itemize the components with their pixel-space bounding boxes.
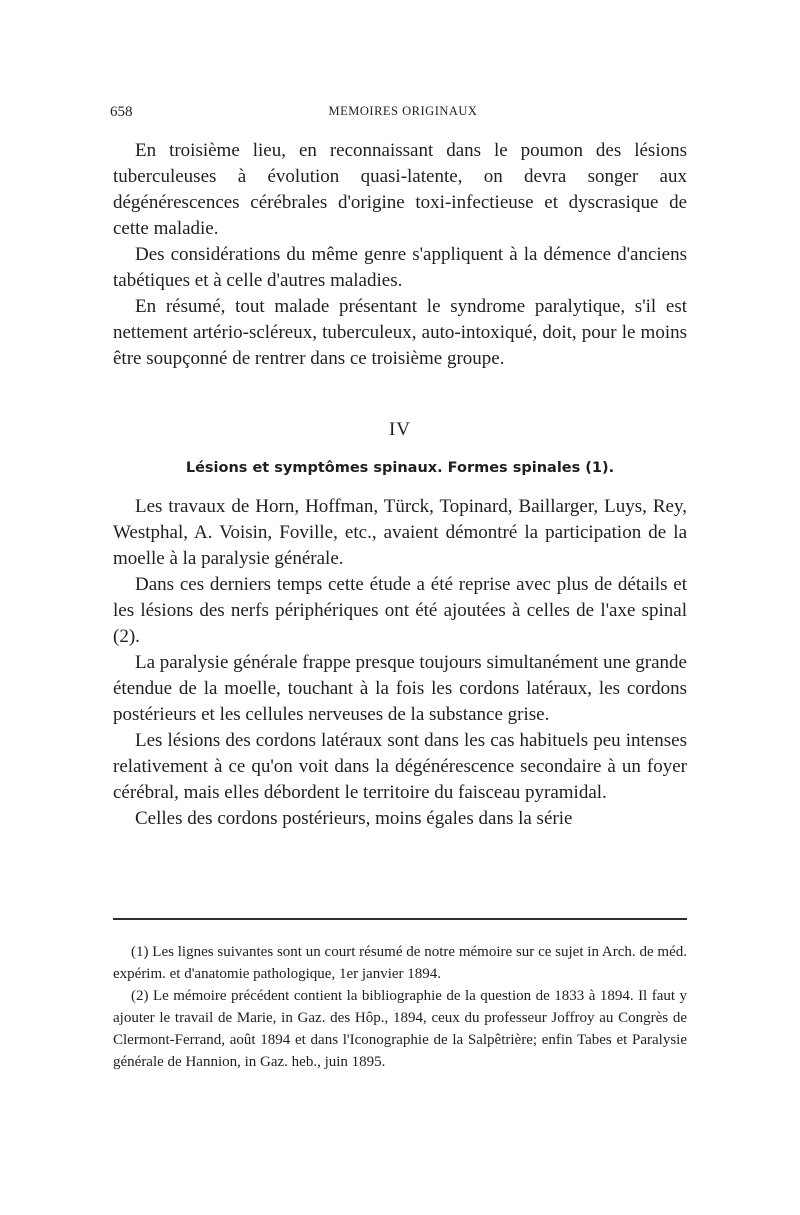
footnotes xyxy=(113,941,687,1073)
footnote-1: (1) Les lignes suivantes sont un court résumé de notre mémoire sur ce sujet in Arch. de méd. expérim. et d'anatomie pathologique, 1er janvier 1894. xyxy=(113,944,687,982)
footnote-2: (2) Le mémoire précédent contient la bibliographie de la question de 1833 à 1894. Il faut y ajouter le travail de Marie, in Gaz. des Hôp., 1894, ceux du professeur Joffroy au Congrès de Clermont-Ferrand, août 1894 et dans l'Iconographie de la Salpêtrière; enfin Tabes et Paralysie générale de Hannion, in Gaz. heb., juin 1895. xyxy=(113,988,687,1070)
body-text xyxy=(113,138,687,372)
paragraph-spinal-cord: La paralysie générale frappe presque toujours simultanément une grande étendue de la moelle, touchant à la fois les cordons latéraux, les cordons postérieurs et les cellules nerveuses de la substance grise. xyxy=(113,652,687,725)
footnote-divider xyxy=(113,918,687,920)
running-head xyxy=(110,104,688,126)
paragraph-lateral-cords: Les lésions des cordons latéraux sont dans les cas habituels peu intenses relativement à ce qu'on voit dans la dégénérescence secondaire à un foyer cérébral, mais elles débordent le territoire du faisceau pyramidal. xyxy=(113,730,687,803)
paragraph-summary: En résumé, tout malade présentant le syndrome paralytique, s'il est nettement artério-scléreux, tuberculeux, auto-intoxiqué, doit, pour le moins être soupçonné de rentrer dans ce troisième groupe. xyxy=(113,296,687,369)
paragraph-recent-study: Dans ces derniers temps cette étude a été reprise avec plus de détails et les lésions des nerfs périphériques ont été ajoutées à celles de l'axe spinal (2). xyxy=(113,574,687,647)
section-body xyxy=(113,494,687,832)
paragraph-tuberculosis: En troisième lieu, en reconnaissant dans le poumon des lésions tuberculeuses à évolution quasi-latente, on devra songer aux dégénérescences cérébrales d'origine toxi-infectieuse et dyscrasique de cette maladie. xyxy=(113,140,687,239)
section-title: Lésions et symptômes spinaux. Formes spinales (1). xyxy=(185,460,615,476)
page-number: 658 xyxy=(110,104,133,120)
paragraph-prior-work: Les travaux de Horn, Hoffman, Türck, Topinard, Baillarger, Luys, Rey, Westphal, A. Voisin, Foville, etc., avaient démontré la participation de la moelle à la paralysie générale. xyxy=(113,496,687,569)
paragraph-tabetic-dementia: Des considérations du même genre s'appliquent à la démence d'anciens tabétiques et à celle d'autres maladies. xyxy=(113,244,687,291)
section-numeral: IV xyxy=(388,419,412,440)
paragraph-posterior-cords: Celles des cordons postérieurs, moins égales dans la série xyxy=(135,808,573,829)
running-title: MEMOIRES ORIGINAUX xyxy=(328,104,478,118)
